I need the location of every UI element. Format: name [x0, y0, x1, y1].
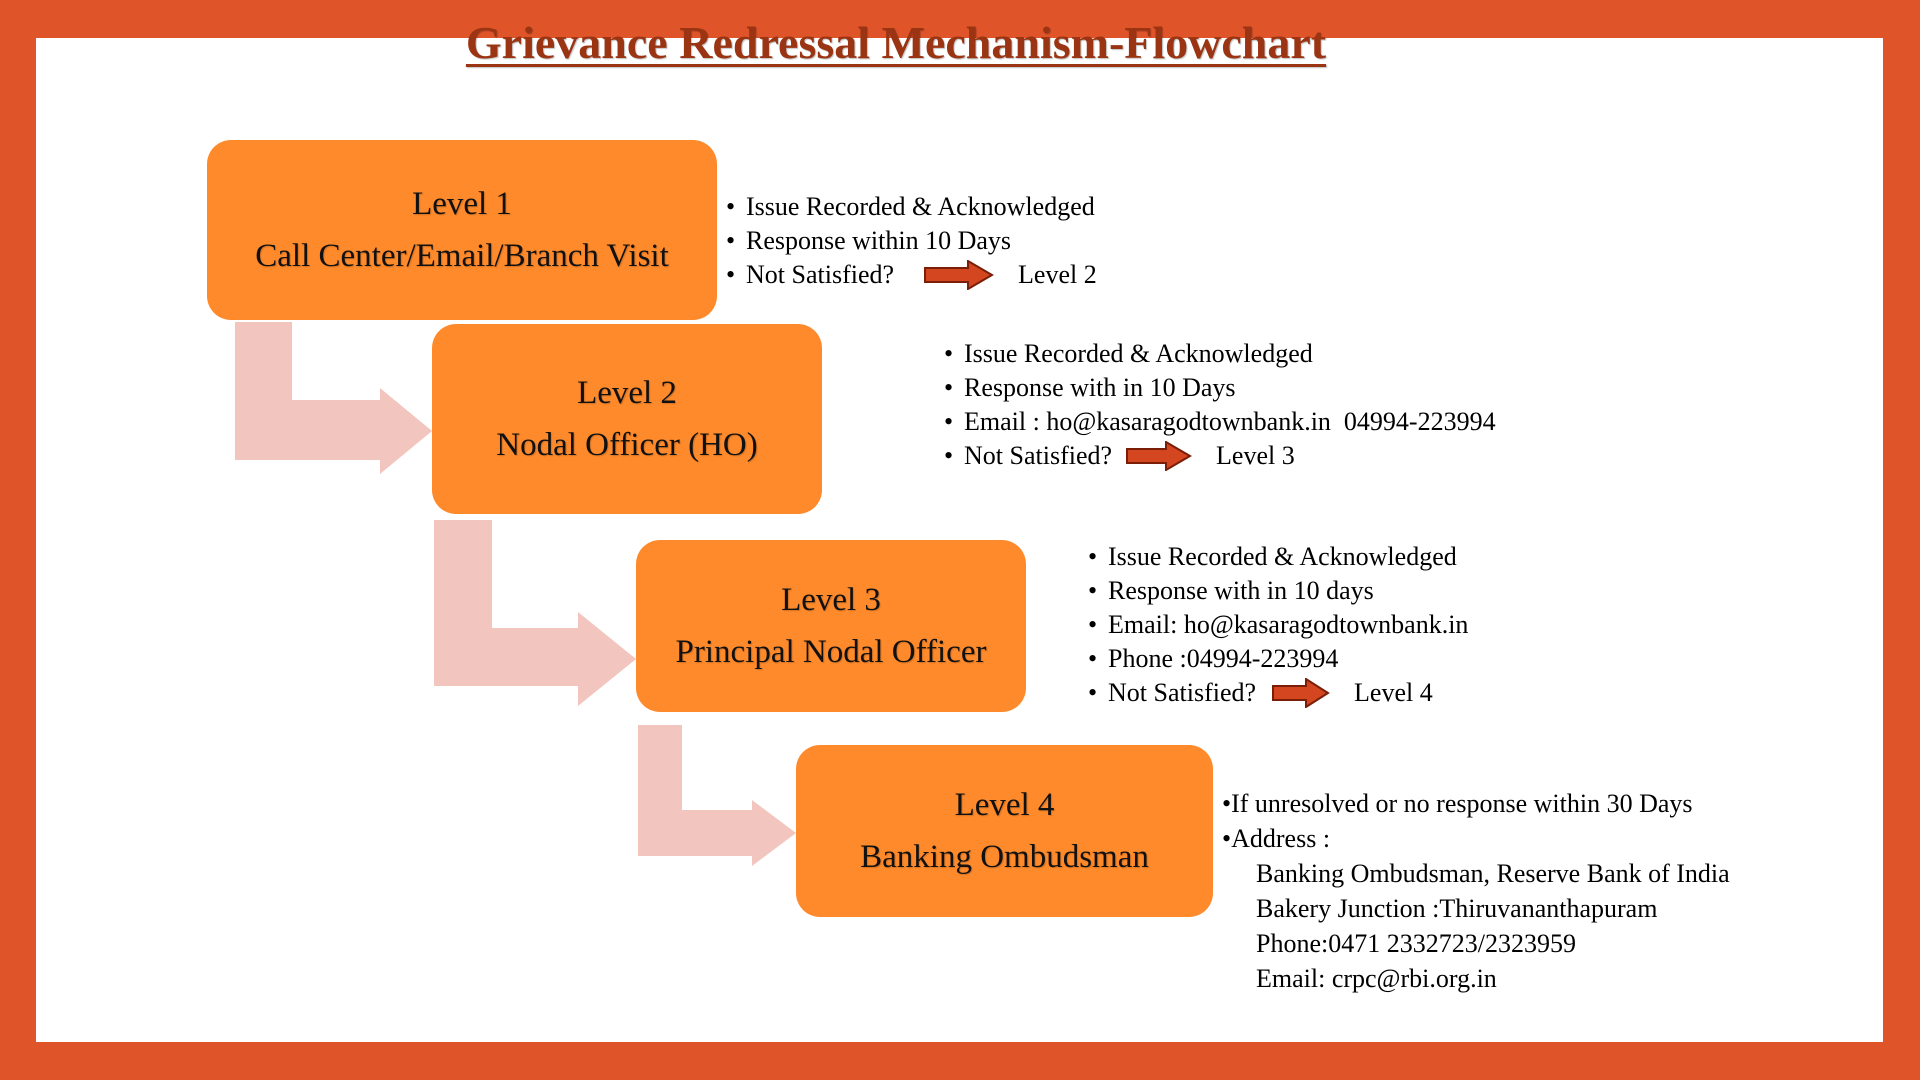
connector-2-to-3 — [434, 520, 636, 706]
escalation-text: Not Satisfied? — [964, 441, 1113, 470]
escalation-row: • Not Satisfied? Level 3 — [944, 439, 1496, 473]
level-3-box — [636, 540, 1026, 712]
list-item: • Issue Recorded & Acknowledged — [726, 192, 1095, 221]
right-arrow-icon — [1272, 678, 1330, 708]
connector-1-to-2 — [235, 322, 432, 474]
level-2-notes — [944, 337, 1496, 473]
level-1-notes — [726, 190, 1097, 292]
address-line: Email: crpc@rbi.org.in — [1256, 964, 1497, 993]
list-item: • Phone :04994-223994 — [1088, 644, 1339, 673]
level-4-name: Banking Ombudsman — [860, 839, 1149, 875]
level-1-title: Level 1 — [412, 186, 512, 222]
list-item: • Email: ho@kasaragodtownbank.in — [1088, 610, 1469, 639]
right-arrow-icon — [924, 260, 994, 290]
list-item: • Email : ho@kasaragodtownbank.in 04994-223994 — [944, 407, 1496, 436]
level-1-name: Call Center/Email/Branch Visit — [255, 238, 669, 274]
right-arrow-icon — [1126, 441, 1192, 471]
page-title: Grievance Redressal Mechanism-Flowchart — [465, 17, 1327, 68]
list-item: • Response with in 10 Days — [944, 373, 1236, 402]
level-4-notes — [1222, 786, 1730, 996]
address-line: Phone:0471 2332723/2323959 — [1256, 929, 1576, 958]
connector-3-to-4 — [638, 725, 796, 866]
level-4-title: Level 4 — [954, 787, 1055, 823]
escalation-target: Level 2 — [1018, 260, 1097, 289]
level-3-name: Principal Nodal Officer — [675, 634, 987, 670]
level-2-title: Level 2 — [577, 375, 677, 411]
level-1-box — [207, 140, 717, 320]
escalation-row: • Not Satisfied? Level 4 — [1088, 676, 1468, 710]
list-item: • Response with in 10 days — [1088, 576, 1374, 605]
list-item: • Address : — [1222, 824, 1331, 853]
list-item: • Response within 10 Days — [726, 226, 1012, 255]
escalation-target: Level 4 — [1354, 678, 1433, 707]
level-2-name: Nodal Officer (HO) — [496, 427, 758, 463]
escalation-text: Not Satisfied? — [1108, 678, 1257, 707]
level-4-box — [796, 745, 1213, 917]
level-3-notes — [1088, 540, 1468, 710]
level-2-box — [432, 324, 822, 514]
escalation-target: Level 3 — [1216, 441, 1295, 470]
list-item: • If unresolved or no response within 30 Days — [1222, 789, 1693, 818]
list-item: • Issue Recorded & Acknowledged — [944, 339, 1313, 368]
list-item: • Issue Recorded & Acknowledged — [1088, 542, 1457, 571]
address-line: Banking Ombudsman, Reserve Bank of India — [1256, 859, 1730, 888]
address-line: Bakery Junction :Thiruvananthapuram — [1256, 894, 1658, 923]
level-3-title: Level 3 — [781, 582, 881, 618]
escalation-row: • Not Satisfied? Level 2 — [726, 258, 1097, 292]
escalation-text: Not Satisfied? — [746, 260, 895, 289]
